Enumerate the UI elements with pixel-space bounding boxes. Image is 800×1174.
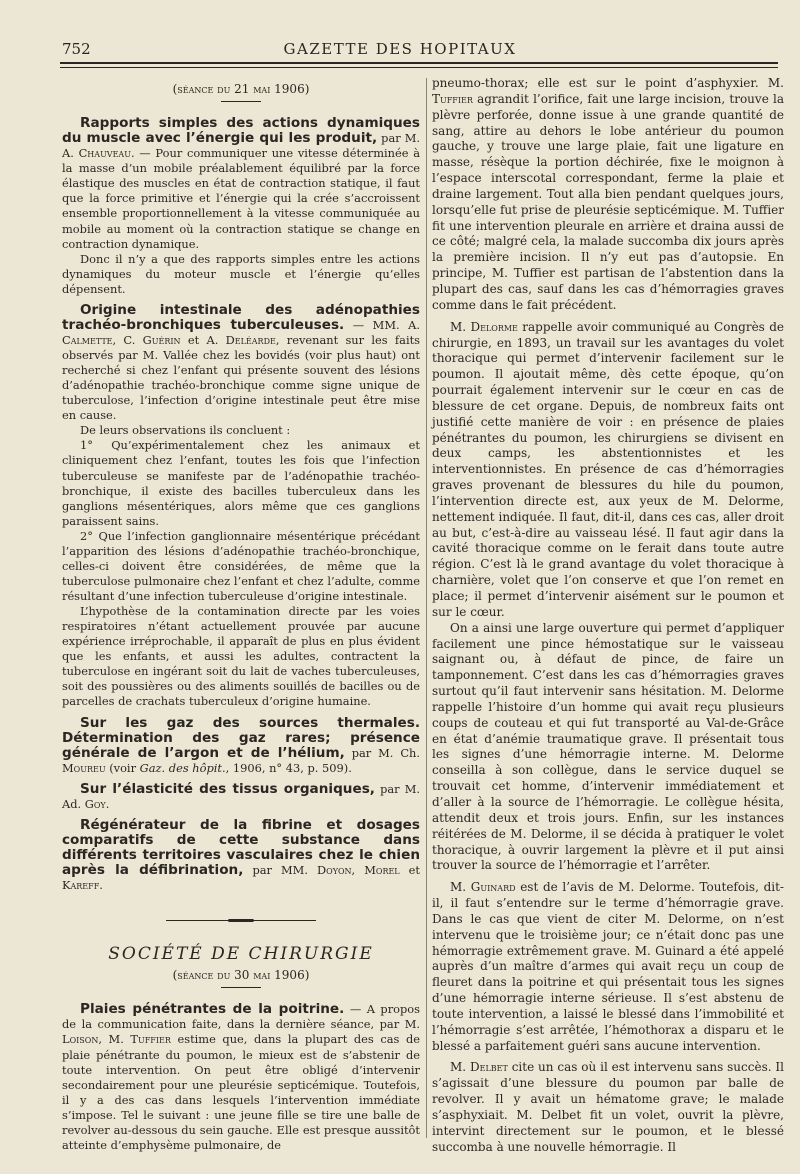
- header-rule-thick: [60, 62, 778, 64]
- paragraph-delbet: M. Delbet cite un cas où il est intervenu sans succès. Il s’agissait d’une blessure du poumon par balle de revolver. Il y avait un hématome grave; le malade s’asphyxiait. M. Delbet fit un volet, ouvrit la plèvre, intervint directement sur le poumon, et le blessé succomba à une nouvelle hémorragie. Il: [432, 1060, 784, 1154]
- article-body: estime que, dans la plupart des cas de plaie pénétrante du poumon, le mieux est de s’abstenir de toute intervention. On peut être obligé d’intervenir secondairement pour une pleurésie septicémique. Toutefois, il y a des cas dans lesquels l’intervention immédiate s’impose. Tel le suivant : une jeune fille se tire une balle de revolver au-dessous du sein gauche. Elle est presque aussitôt atteinte d’emphysème pulmonaire, de: [62, 1032, 420, 1152]
- article-plaies-penetrantes: Plaies pénétrantes de la poitrine. — A propos de la communication faite, dans la dernière séance, par M. Loison, M. Tuffier estime que, dans la plupart des cas de plaie pénétrante du poumon, le mieux est de s’abstenir de toute intervention. On peut être obligé d’intervenir secondairement pour une pleurésie septicémique. Toutefois, il y a des cas dans lesquels l’intervention immédiate s’impose. Tel le suivant : une jeune fille se tire une balle de revolver au-dessous du sein gauche. Elle est presque aussitôt atteinte d’emphysème pulmonaire, de: [62, 1001, 421, 1152]
- author-name: Deléarde: [225, 332, 276, 347]
- paragraph-delorme: M. Delorme rappelle avoir communiqué au Congrès de chirurgie, en 1893, un travail sur les avantages du volet thoracique qui permet d’intervenir facilement sur le poumon. Il ajoutait même, dès cette époque, qu’on pourrait également intervenir sur le cœur en cas de blessure de cet organe. Depuis, de nombreux faits ont justifié cette manière de voir : en présence de plaies pénétrantes du poumon, les chirurgiens se divisent en deux camps, les abstentionnistes et les interventionnistes. En présence de cas d’hémorragies graves provenant de blessures du hile du poumon, l’intervention directe est, aux yeux de M. Delorme, nettement indiquée. Il faut, dit-il, dans ces cas, aller droit au but, c’est-à-dire au vaisseau lésé. Il faut agir dans la cavité thoracique comme on le ferait dans toute autre région. C’est là le grand avantage du volet thoracique à charnière, volet que l’on conserve et que l’on remet en place; il permet d’intervenir aisément sur le poumon et sur le cœur.: [432, 319, 784, 619]
- article-fibrine: Régénérateur de la fibrine et dosages comparatifs de cette substance dans différents territoires vasculaires chez le chien après la défibrination, par MM. Doyon, Morel et Kareff.: [62, 816, 420, 893]
- paragraph: 1° Qu’expérimentalement chez les animaux et cliniquement chez l’enfant, toutes les fois que l’infection tuberculeuse se manifeste par de l’adénopathie trachéo-bronchique, il existe des bacilles tuberculeux dans les ganglions mésentériques, alors même que ces ganglions paraissent sains.: [62, 438, 420, 528]
- short-rule: [221, 987, 261, 988]
- paragraph-guinard: M. Guinard est de l’avis de M. Delorme. Toutefois, dit-il, il faut s’entendre sur le terme d’hémorragie grave. Dans le cas que vient de citer M. Delorme, on n’est intervenu que le troisième jour; ce n’était donc pas une hémorragie extrêmement grave. M. Guinard a été appelé auprès d’un maître d’armes qui avait reçu un coup de fleuret dans la poitrine et qui présentait tous les signes d’une hémorragie interne sérieuse. Il s’est abstenu de toute intervention, a laissé le blessé dans l’immobilité et l’hémorragie s’est arrêtée, l’hémothorax a disparu et le blessé a parfaitement guéri sans aucune intervention.: [432, 880, 784, 1053]
- paragraph: On a ainsi une large ouverture qui permet d’appliquer facilement une pince hémostatique sur le vaisseau saignant ou, à défaut de pince, de faire un tamponnement. C’est dans les cas d’hémorragies graves surtout qu’il faut intervenir sans hésitation. M. Delorme rappelle l’histoire d’un homme qui avait reçu plusieurs coups de couteau et qui fut transporté au Val-de-Grâce en état d’anémie traumatique grave. Il présentait tous les signes d’une hémorragie interne. M. Delorme conseilla à son collègue, dans le service duquel se trouvait cet homme, d’intervenir immédiatement et d’aller à la source de l’hémorragie. Le collègue hésita, attendit deux et trois jours. Enfin, sur les instances réitérées de M. Delorme, il se décida à pratiquer le volet thoracique, à ouvrir largement la plèvre et il put ainsi trouver la source de l’hémorragie et l’arrêter.: [432, 620, 784, 873]
- running-title: GAZETTE DES HOPITAUX: [283, 40, 517, 58]
- paragraph-continued: pneumo-thorax; elle est sur le point d’asphyxier. M. Tuffier agrandit l’orifice, fait une large incision, trouve la plèvre perforée, donne issue à une grande quantité de sang, attire au dehors le lobe antérieur du poumon gauche, y trouve une large plaie, fait une ligature en masse, résèque la portion déchirée, fixe le moignon à l’espace interscotal correspondant, ferme la plaie et draine largement. Tout alla bien pendant quelques jours, lorsqu’elle fut prise de pleurésie septicémique. M. Tuffier fit une intervention pleurale en arrière et draina aussi de ce côté; malgré cela, la malade succomba dix jours après la première incision. Il n’y eut pas d’autopsie. En principe, M. Tuffier est partisan de l’abstention dans la plupart des cas, sauf dans les cas d’hémorragies graves comme dans le fait précédent.: [432, 76, 784, 312]
- author-name: Moureu: [62, 760, 106, 775]
- author-name: Delorme: [470, 319, 518, 334]
- article-body: . — Pour communiquer une vitesse déterminée à la masse d’un mobile préalablement équilibré par la force élastique des muscles en état de contraction statique, il faut que la force primitive et l’énergie qui la crée s’accroissent ensemble proportionnellement à la vitesse communiquée au mobile au moment où la contraction statique se change en contraction dynamique.: [62, 146, 421, 251]
- paragraph: De leurs observations ils concluent :: [80, 423, 291, 438]
- article-rapports: Rapports simples des actions dynamiques du muscle avec l’énergie qui les produit, par M. A. Chauveau. — Pour communiquer une vitesse déterminée à la masse d’un mobile préalablement équilibré par la force élastique des muscles en état de contraction statique, il faut que la force primitive et l’énergie qui la crée s’accroissent ensemble proportionnellement à la vitesse communiquée au mobile au moment où la contraction statique se change en contraction dynamique.: [62, 115, 421, 251]
- session-date: (séance du 30 mai 1906): [172, 968, 310, 983]
- session-date: (séance du 21 mai 1906): [172, 82, 310, 96]
- article-heading: Plaies pénétrantes de la poitrine.: [80, 1001, 345, 1018]
- short-rule: [221, 101, 261, 102]
- paragraph: Donc il n’y a que des rapports simples entre les actions dynamiques du moteur muscle et l’énergie qu’elles dépensent.: [62, 251, 420, 296]
- paragraph: 2° Que l’infection ganglionnaire mésentérique précédant l’apparition des lésions d’adénopathie trachéo-bronchique, celles-ci doivent être considérées, de même que la tuberculose pulmonaire chez l’enfant et chez l’adulte, comme résultant d’une infection tuberculeuse d’origine intestinale.: [62, 528, 420, 603]
- article-origine-intestinale: Origine intestinale des adénopathies trachéo-bronchiques tuberculeuses. — MM. A. Calmette, C. Guérin et A. Deléarde, revenant sur les faits observés par M. Vallée chez les bovidés (voir plus haut) ont recherché si chez l’enfant qui présente souvent des lésions d’adénopathie trachéo-bronchique comme signe unique de tuberculose, l’infection d’origine intestinale peut être mise en cause.: [62, 301, 421, 423]
- article-elasticite: Sur l’élasticité des tissus organiques, par M. Ad. Goy.: [62, 780, 420, 811]
- column-divider: [426, 78, 427, 1138]
- author-name: Tuffier: [130, 1032, 171, 1047]
- article-heading: Rapports simples des actions dynamiques du muscle avec l’énergie qui les produit,: [62, 115, 420, 147]
- author-name: Doyon: [317, 863, 352, 878]
- author-name: Kareff: [62, 878, 100, 893]
- author-name: Guinard: [470, 880, 516, 895]
- page-number: 752: [62, 40, 91, 58]
- right-column: [432, 76, 784, 1156]
- article-heading: Sur les gaz des sources thermales. Détermination des gaz rares; présence générale de l’argon et de l’hélium,: [62, 714, 420, 761]
- author-name: Calmette: [62, 332, 113, 347]
- paragraph: L’hypothèse de la contamination directe par les voies respiratoires n’étant actuellement prouvée par aucune expérience irréprochable, il apparaît de plus en plus évident que les enfants, et aussi les adultes, contractent la tuberculose en ingérant soit du lait de vaches tuberculeuses, soit des poussières ou des aliments souillés de bacilles ou de parcelles de crachats tuberculeux d’origine humaine.: [62, 604, 420, 709]
- section-title: SOCIÉTÉ DE CHIRURGIE: [108, 944, 374, 965]
- author-name: Loison: [62, 1032, 99, 1047]
- article-body: , revenant sur les faits observés par M. Vallée chez les bovidés (voir plus haut) ont recherché si chez l’enfant qui présente souvent des lésions d’adénopathie trachéo-bronchique comme signe unique de tuberculose, l’infection d’origine intestinale peut être mise en cause.: [62, 332, 421, 423]
- article-heading: Sur l’élasticité des tissus organiques,: [80, 780, 375, 797]
- article-heading: Origine intestinale des adénopathies trachéo-bronchiques tuberculeuses.: [62, 301, 420, 333]
- author-name: Guérin: [142, 332, 181, 347]
- author-name: Delbet: [469, 1060, 508, 1075]
- author-name: Chauveau: [78, 146, 131, 161]
- article-gaz-thermales: Sur les gaz des sources thermales. Détermination des gaz rares; présence générale de l’argon et de l’hélium, par M. Ch. Moureu (voir Gaz. des hôpit., 1906, n° 43, p. 509).: [62, 714, 420, 775]
- header-rule-thin: [60, 67, 778, 68]
- left-column: [62, 76, 420, 1153]
- author-name: Goy: [84, 796, 106, 811]
- author-name: Morel: [364, 863, 400, 878]
- article-heading: Régénérateur de la fibrine et dosages comparatifs de cette substance dans différents territoires vasculaires chez le chien après la défibrination,: [62, 816, 420, 879]
- author-name: Tuffier: [432, 91, 473, 106]
- section-ornament: [166, 919, 316, 923]
- journal-citation: Gaz. des hôpit.: [139, 760, 226, 775]
